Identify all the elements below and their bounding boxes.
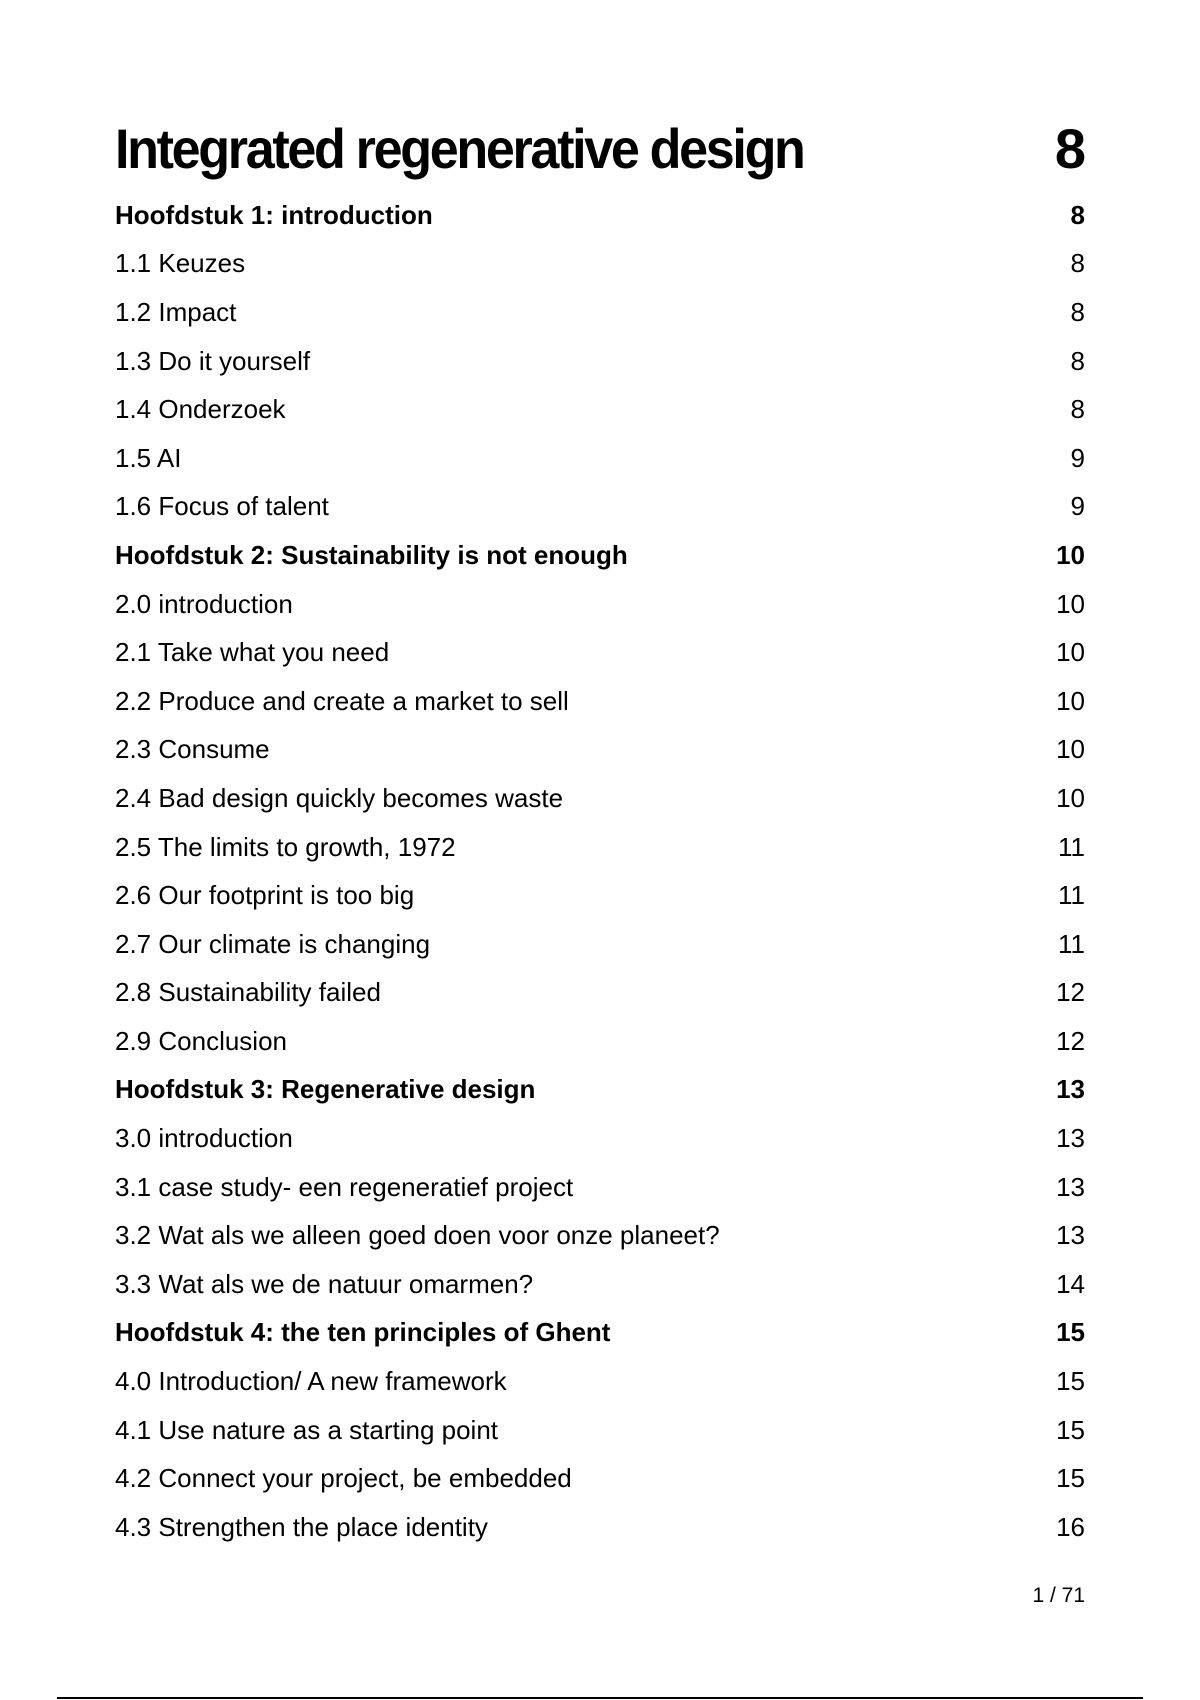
toc-entry-label: 1.3 Do it yourself [115, 345, 311, 376]
toc-section-entry[interactable] [115, 1211, 1085, 1260]
toc-entry-page: 11 [1058, 928, 1085, 959]
toc-section-entry[interactable] [115, 1357, 1085, 1406]
toc-entry-label: 3.2 Wat als we alleen goed doen voor onze planeet? [115, 1220, 720, 1251]
toc-entry-page: 8 [1070, 296, 1085, 327]
toc-section-entry[interactable] [115, 1017, 1085, 1066]
toc-entry-page: 13 [1056, 1123, 1085, 1154]
toc-entry-label: 2.7 Our climate is changing [115, 928, 431, 959]
toc-section-entry[interactable] [115, 483, 1085, 532]
toc-entry-label: 2.8 Sustainability failed [115, 977, 381, 1008]
toc-entry-label: Hoofdstuk 2: Sustainability is not enough [115, 539, 628, 570]
toc-entry-page: 10 [1056, 539, 1085, 570]
document-title: Integrated regenerative design [115, 116, 804, 180]
toc-entry-label: 4.1 Use nature as a starting point [115, 1414, 499, 1445]
toc-entry-label: 2.9 Conclusion [115, 1025, 287, 1056]
toc-entry-label: 1.5 AI [115, 442, 182, 473]
toc-section-entry[interactable] [115, 677, 1085, 726]
toc-entry-label: 3.3 Wat als we de natuur omarmen? [115, 1268, 534, 1299]
toc-entry-page: 15 [1056, 1463, 1085, 1494]
toc-section-entry[interactable] [115, 1114, 1085, 1163]
toc-section-entry[interactable] [115, 385, 1085, 434]
toc-entry-label: Hoofdstuk 3: Regenerative design [115, 1074, 536, 1105]
toc-entry-page: 16 [1056, 1511, 1085, 1542]
toc-section-entry[interactable] [115, 920, 1085, 969]
toc-entry-label: 2.2 Produce and create a market to sell [115, 685, 569, 716]
toc-entry-page: 11 [1058, 831, 1085, 862]
toc-section-entry[interactable] [115, 240, 1085, 289]
toc-entry-label: 2.1 Take what you need [115, 637, 390, 668]
toc-entry-label: 2.6 Our footprint is too big [115, 880, 415, 911]
toc-chapter-entry[interactable] [115, 191, 1085, 240]
toc-entry-label: 1.1 Keuzes [115, 248, 246, 279]
toc-entry-label: Hoofdstuk 4: the ten principles of Ghent [115, 1317, 611, 1348]
toc-entry-page: 8 [1070, 345, 1085, 376]
toc-entry-page: 8 [1070, 248, 1085, 279]
toc-section-entry[interactable] [115, 580, 1085, 629]
toc-entry-page: 13 [1056, 1074, 1085, 1105]
toc-chapter-entry[interactable] [115, 531, 1085, 580]
toc-entry-label: 4.0 Introduction/ A new framework [115, 1366, 507, 1397]
toc-section-entry[interactable] [115, 726, 1085, 775]
toc-entry-page: 10 [1056, 637, 1085, 668]
toc-section-entry[interactable] [115, 1260, 1085, 1309]
toc-chapter-entry[interactable] [115, 1066, 1085, 1115]
toc-section-entry[interactable] [115, 774, 1085, 823]
toc-entry-label: 2.4 Bad design quickly becomes waste [115, 782, 564, 813]
toc-entry-page: 10 [1056, 685, 1085, 716]
toc-entry-page: 15 [1056, 1366, 1085, 1397]
toc-entry-page: 10 [1056, 782, 1085, 813]
toc-entry-page: 12 [1056, 1025, 1085, 1056]
toc-entry-page: 14 [1056, 1268, 1085, 1299]
table-of-contents [115, 191, 1085, 1552]
toc-entry-label: 1.2 Impact [115, 296, 237, 327]
toc-entry-page: 13 [1056, 1220, 1085, 1251]
toc-entry-page: 8 [1070, 199, 1085, 230]
toc-chapter-entry[interactable] [115, 1309, 1085, 1358]
toc-entry-label: 2.5 The limits to growth, 1972 [115, 831, 456, 862]
toc-section-entry[interactable] [115, 288, 1085, 337]
toc-entry-label: 2.3 Consume [115, 734, 270, 765]
toc-entry-label: Hoofdstuk 1: introduction [115, 199, 433, 230]
toc-entry-page: 9 [1070, 442, 1085, 473]
toc-entry-page: 12 [1056, 977, 1085, 1008]
toc-entry-page: 10 [1056, 734, 1085, 765]
toc-section-entry[interactable] [115, 1163, 1085, 1212]
toc-section-entry[interactable] [115, 434, 1085, 483]
toc-section-entry[interactable] [115, 969, 1085, 1018]
toc-entry-page: 9 [1070, 491, 1085, 522]
toc-section-entry[interactable] [115, 1503, 1085, 1552]
toc-entry-label: 3.0 introduction [115, 1123, 293, 1154]
toc-section-entry[interactable] [115, 1454, 1085, 1503]
toc-entry-page: 8 [1070, 394, 1085, 425]
document-title-page: 8 [1054, 116, 1085, 180]
toc-entry-label: 4.2 Connect your project, be embedded [115, 1463, 572, 1494]
toc-section-entry[interactable] [115, 1406, 1085, 1455]
toc-section-entry[interactable] [115, 337, 1085, 386]
toc-title-row [115, 108, 1085, 188]
toc-entry-label: 3.1 case study- een regeneratief project [115, 1171, 574, 1202]
page-indicator: 1 / 71 [1032, 1584, 1085, 1607]
toc-section-entry[interactable] [115, 823, 1085, 872]
toc-entry-label: 1.6 Focus of talent [115, 491, 329, 522]
toc-entry-label: 1.4 Onderzoek [115, 394, 286, 425]
page-divider [57, 1697, 1143, 1699]
toc-section-entry[interactable] [115, 871, 1085, 920]
toc-entry-page: 13 [1056, 1171, 1085, 1202]
toc-entry-page: 10 [1056, 588, 1085, 619]
toc-section-entry[interactable] [115, 628, 1085, 677]
toc-entry-label: 2.0 introduction [115, 588, 293, 619]
toc-entry-page: 11 [1058, 880, 1085, 911]
toc-entry-page: 15 [1056, 1317, 1085, 1348]
toc-entry-label: 4.3 Strengthen the place identity [115, 1511, 488, 1542]
toc-entry-page: 15 [1056, 1414, 1085, 1445]
